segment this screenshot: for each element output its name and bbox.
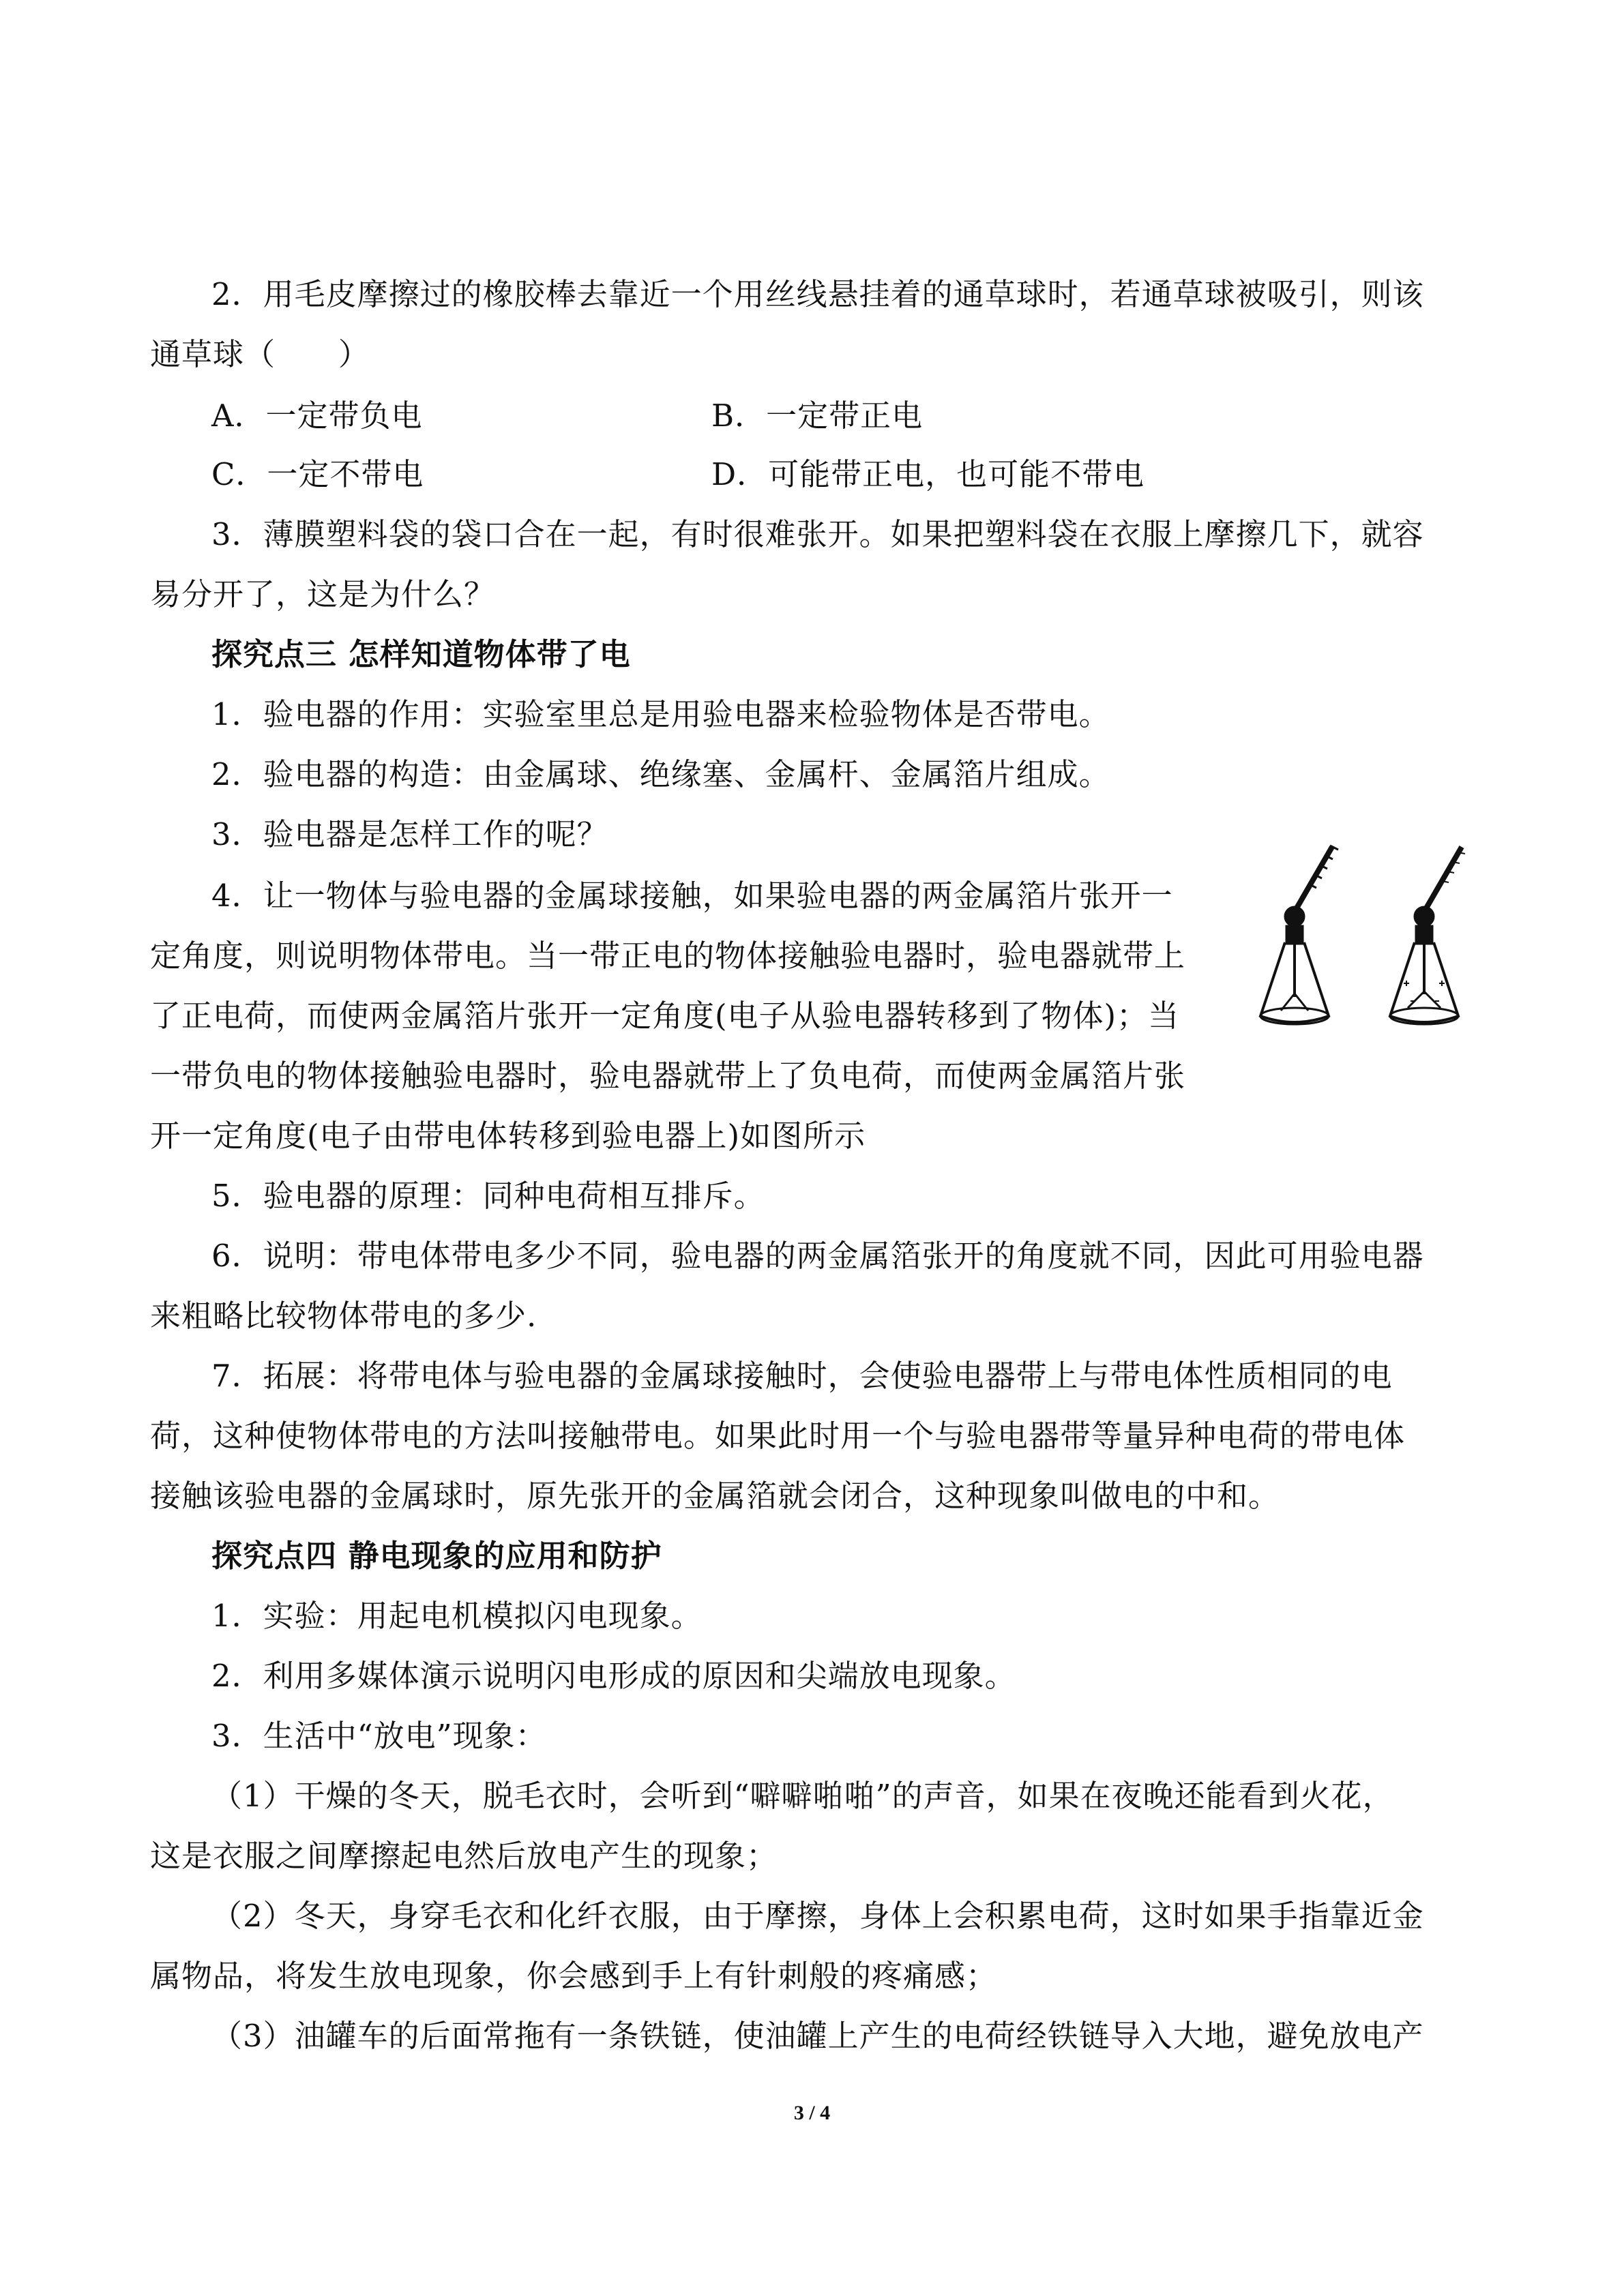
section-4-sub-2-line-2: 属物品，将发生放电现象，你会感到手上有针刺般的疼痛感； bbox=[150, 1958, 998, 1994]
option-d: D．可能带正电，也可能不带电 bbox=[711, 456, 1145, 492]
section-4-sub-3-line-1: （3）油罐车的后面常拖有一条铁链，使油罐上产生的电荷经铁链导入大地，避免放电产 bbox=[211, 2018, 1424, 2054]
option-c: C．一定不带电 bbox=[211, 456, 424, 492]
section-3-item-5: 5．验电器的原理：同种电荷相互排斥。 bbox=[211, 1178, 765, 1214]
section-3-item-6-line-1: 6．说明：带电体带电多少不同，验电器的两金属箔张开的角度就不同，因此可用验电器 bbox=[211, 1238, 1424, 1274]
option-b: B．一定带正电 bbox=[711, 398, 924, 434]
section-3-item-7-line-2: 荷，这种使物体带电的方法叫接触带电。如果此时用一个与验电器带等量异种电荷的带电体 bbox=[150, 1418, 1406, 1454]
section-3-heading: 探究点三 怎样知道物体带了电 bbox=[211, 636, 631, 672]
question-3-line-2: 易分开了，这是为什么？ bbox=[150, 576, 496, 612]
section-3-item-4-line-3: 了正电荷，而使两金属箔片张开一定角度(电子从验电器转移到了物体)；当 bbox=[150, 998, 1180, 1034]
section-3-item-4-line-2: 定角度，则说明物体带电。当一带正电的物体接触验电器时，验电器就带上 bbox=[150, 938, 1186, 974]
question-3-line-1: 3．薄膜塑料袋的袋口合在一起，有时很难张开。如果把塑料袋在衣服上摩擦几下，就容 bbox=[211, 516, 1424, 552]
section-3-item-4-line-1: 4．让一物体与验电器的金属球接触，如果验电器的两金属箔片张开一 bbox=[211, 878, 1173, 914]
section-3-item-4-line-4: 一带负电的物体接触验电器时，验电器就带上了负电荷，而使两金属箔片张 bbox=[150, 1058, 1186, 1094]
section-3-item-2: 2．验电器的构造：由金属球、绝缘塞、金属杆、金属箔片组成。 bbox=[211, 756, 1110, 792]
section-3-item-3: 3．验电器是怎样工作的呢？ bbox=[211, 816, 608, 852]
section-4-item-1: 1．实验：用起电机模拟闪电现象。 bbox=[211, 1598, 703, 1634]
page-number: 3 / 4 bbox=[793, 2102, 831, 2124]
section-3-item-7-line-1: 7．拓展：将带电体与验电器的金属球接触时，会使验电器带上与带电体性质相同的电 bbox=[211, 1358, 1393, 1394]
section-3-item-7-line-3: 接触该验电器的金属球时，原先张开的金属箔就会闭合，这种现象叫做电的中和。 bbox=[150, 1478, 1280, 1514]
section-3-item-1: 1．验电器的作用：实验室里总是用验电器来检验物体是否带电。 bbox=[211, 696, 1110, 732]
section-4-item-3: 3．生活中“放电”现象： bbox=[211, 1718, 547, 1754]
section-4-item-2: 2．利用多媒体演示说明闪电形成的原因和尖端放电现象。 bbox=[211, 1658, 1016, 1694]
section-4-sub-1-line-1: （1）干燥的冬天，脱毛衣时，会听到“噼噼啪啪”的声音，如果在夜晚还能看到火花， bbox=[211, 1778, 1394, 1814]
electroscope-negative bbox=[1260, 846, 1338, 1024]
section-4-sub-2-line-1: （2）冬天，身穿毛衣和化纤衣服，由于摩擦，身体上会积累电荷，这时如果手指靠近金 bbox=[211, 1898, 1424, 1934]
question-2-line-2: 通草球（ ） bbox=[150, 336, 370, 372]
question-2-line-1: 2．用毛皮摩擦过的橡胶棒去靠近一个用丝线悬挂着的通草球时，若通草球被吸引，则该 bbox=[211, 276, 1424, 312]
electroscope-figure bbox=[1254, 840, 1479, 1038]
section-4-heading: 探究点四 静电现象的应用和防护 bbox=[211, 1538, 662, 1574]
option-a: A．一定带负电 bbox=[211, 398, 423, 434]
electroscope-positive bbox=[1390, 847, 1465, 1024]
section-3-item-6-line-2: 来粗略比较物体带电的多少. bbox=[150, 1298, 537, 1334]
section-4-sub-1-line-2: 这是衣服之间摩擦起电然后放电产生的现象； bbox=[150, 1838, 778, 1874]
section-3-item-4-line-5: 开一定角度(电子由带电体转移到验电器上)如图所示 bbox=[150, 1118, 866, 1154]
